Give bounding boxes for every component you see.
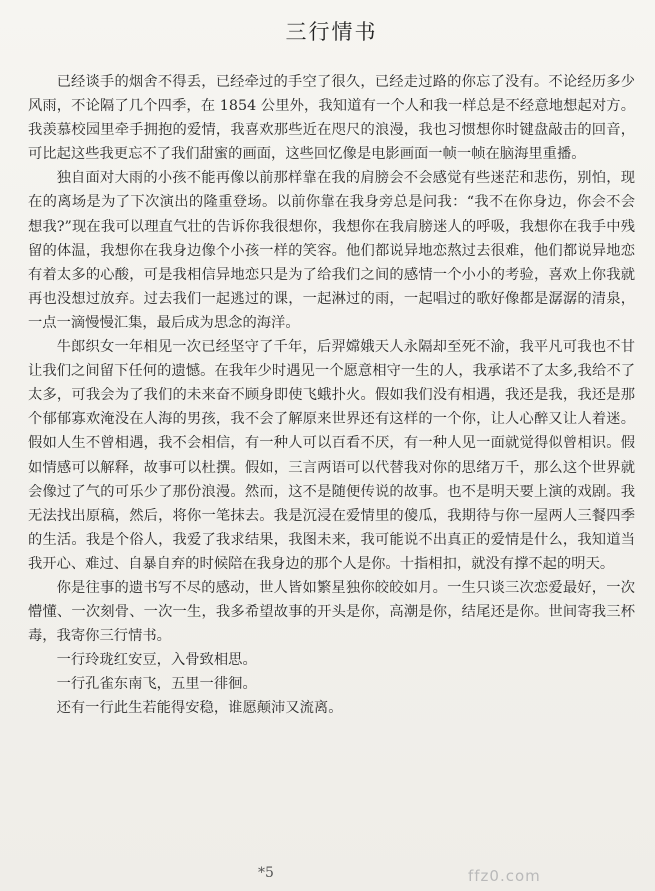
verse-line-1: 一行玲珑红安豆，入骨致相思。 bbox=[56, 652, 257, 669]
paragraph-2: 独自面对大雨的小孩不能再像以前那样靠在我的肩膀会不会感觉有些迷茫和悲伤，别怕，现在的离场是为了下次演出的隆重登场。以前你靠在我身旁总是问我：“我不在你身边，你会不会想我?”现在我可以理直气壮的告诉你我很想你，我想你在我肩膀迷人的呼吸，我想你在我手中残留的体温，我想你在我身边像个小孩一样的笑容。他们都说异地恋熬过去很难，他们都说异地恋有着太多的心酸，可是我相信异地恋只是为了给我们之间的感情一个小小的考验，喜欢上你我就再也没想过放弃。过去我们一起逃过的课，一起淋过的雨，一起唱过的歌好像都是潺潺的清泉，一点一滴慢慢汇集，最后成为思念的海洋。 bbox=[28, 170, 635, 331]
document-body bbox=[28, 70, 635, 721]
paragraph-1: 已经谈手的烟舍不得丢，已经牵过的手空了很久，已经走过路的你忘了没有。不论经历多少风雨，不论隔了几个四季，在 1854 公里外，我知道有一个人和我一样总是不经意地想起对方。我羡慕校园里牵手拥抱的爱情，我喜欢那些近在咫尺的浪漫，我也习惯想你时键盘敲击的回音，可比起这些我更忘不了我们甜蜜的画面，这些回忆像是电影画面一帧一帧在脑海里重播。 bbox=[28, 74, 635, 163]
paragraph-3: 牛郎织女一年相见一次已经坚守了千年，后羿嫦娥天人永隔却至死不渝，我平凡可我也不甘让我们之间留下任何的遗憾。在我年少时遇见一个愿意相守一生的人，我承诺不了太多,我给不了太多，可我会为了我们的未来奋不顾身即使飞蛾扑火。假如我们没有相遇，我还是我，我还是那个郁郁寡欢淹没在人海的男孩，我不会了解原来世界还有这样的一个你，让人心醉又让人着迷。假如人生不曾相遇，我不会相信，有一种人可以百看不厌，有一种人见一面就觉得似曾相识。假如情感可以解释，故事可以杜撰。假如，三言两语可以代替我对你的思绪万千，那么这个世界就会像过了气的可乐少了那份浪漫。然而，这不是随便传说的故事。也不是明天要上演的戏剧。我无法找出原稿，然后，将你一笔抹去。我是沉浸在爱情里的傻瓜，我期待与你一屋两人三餐四季的生活。我是个俗人，我爱了我求结果，我图未来，我可能说不出真正的爱情是什么，我知道当我开心、难过、自暴自弃的时候陪在我身边的那个人是你。十指相扣，就没有撑不起的明天。 bbox=[28, 339, 635, 572]
paragraph-4: 你是往事的遗书写不尽的感动，世人皆如繁星独你皎皎如月。一生只谈三次恋爱最好，一次懵懂、一次刻骨、一次一生，我多希望故事的开头是你，高潮是你，结尾还是你。世间寄我三杯毒，我寄你三行情书。 bbox=[28, 579, 635, 645]
verse-line-2: 一行孔雀东南飞，五里一徘徊。 bbox=[56, 676, 257, 693]
page-number: *5 bbox=[258, 865, 274, 881]
verse-line-3: 还有一行此生若能得安稳，谁愿颠沛又流离。 bbox=[56, 700, 343, 717]
watermark: ffz0.com bbox=[468, 867, 541, 885]
page-title: 三行情书 bbox=[285, 20, 378, 44]
